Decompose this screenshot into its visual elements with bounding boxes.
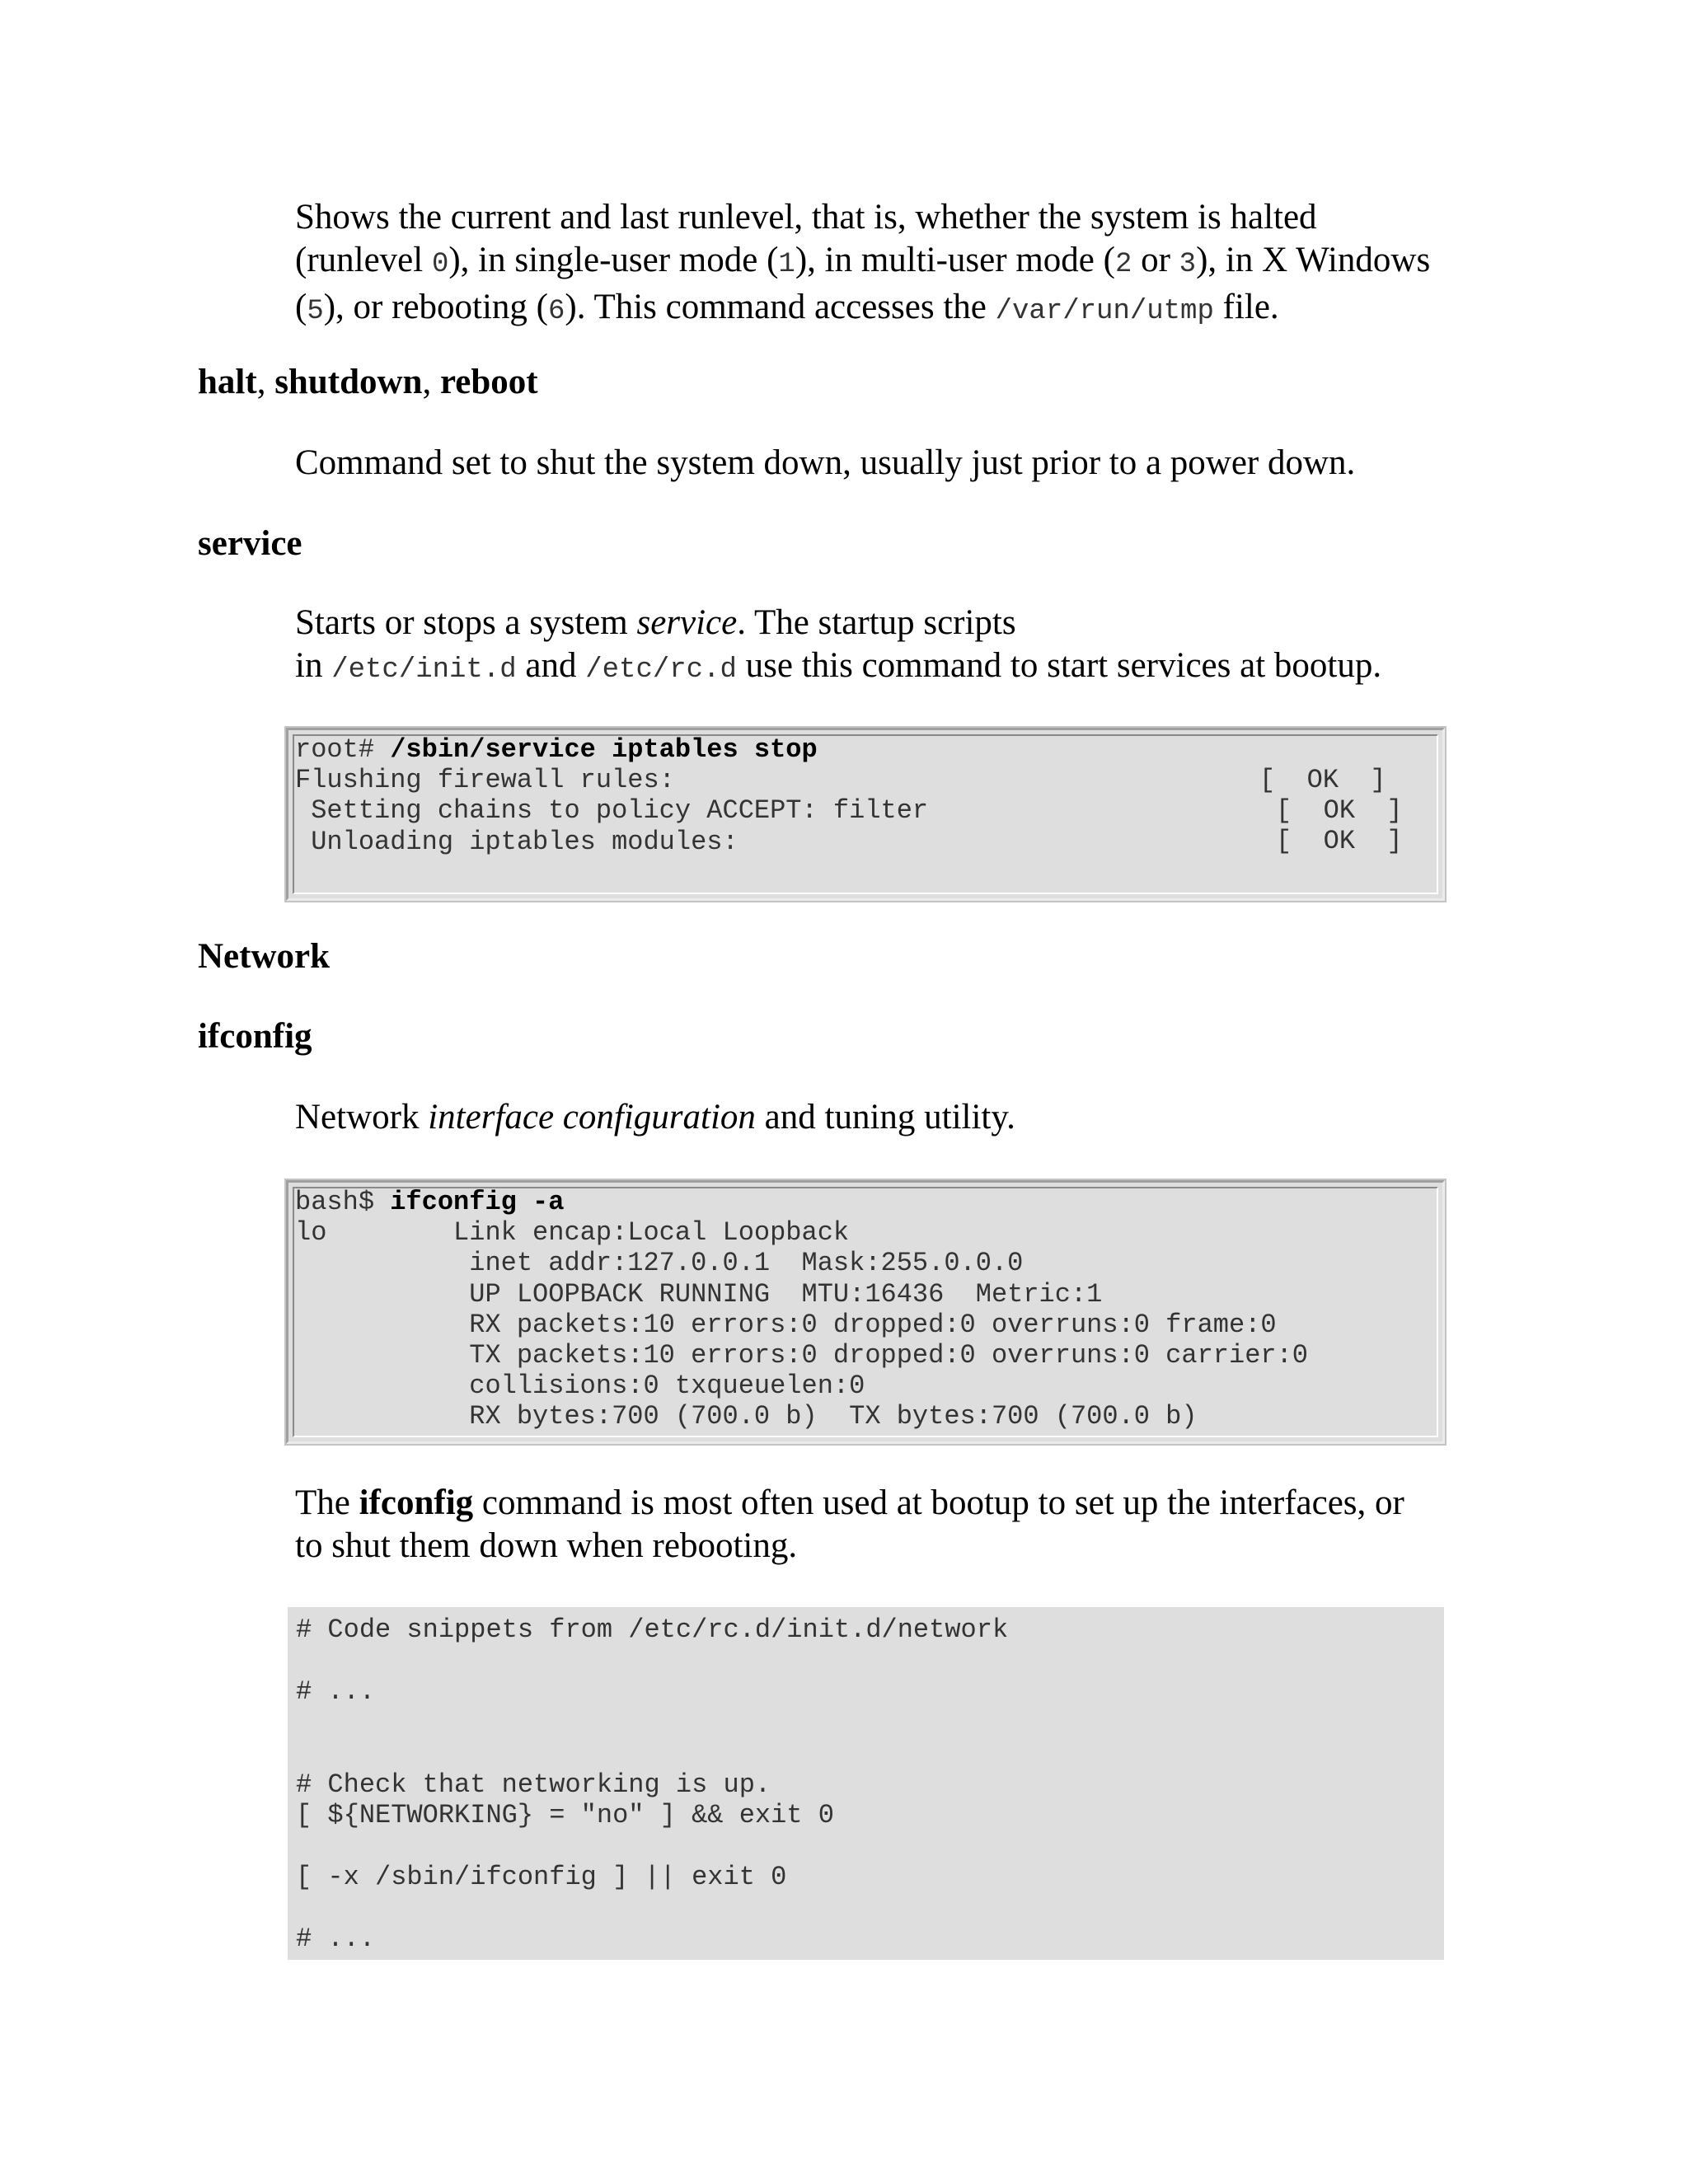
- ifconfig-code-text: bash$ ifconfig -a lo Link encap:Local Loopback inet addr:127.0.0.1 Mask:255.0.0.0 UP LOOPBACK RUNNING MTU:16436 Metric:1 RX packets:10 errors:0 dropped:0 overruns:0 frame:0 TX packets:10 errors:0 dropped:0 overruns:0 carrier:0 collisions:0 txqueuelen:0 RX bytes:700 (700.0 b) TX bytes:700 (700.0 b): [295, 1187, 1308, 1432]
- service-description: Starts or stops a system service. The startup scripts in /etc/init.d and /etc/rc.d use this command to start services at bootup.: [295, 603, 1382, 686]
- halt-description: Command set to shut the system down, usually just prior to a power down.: [295, 443, 1356, 482]
- runlevel-line-1: Shows the current and last runlevel, that is, whether the system is halted: [295, 198, 1317, 237]
- code-inline: 6: [548, 296, 565, 327]
- status-ok: [ OK ]: [1276, 826, 1403, 856]
- file-path: /var/run/utmp: [995, 296, 1214, 327]
- service-heading: service: [198, 524, 302, 563]
- status-ok: [ OK ]: [1276, 795, 1403, 826]
- network-heading: Network: [198, 937, 331, 976]
- network-script-code-block: [288, 1607, 1444, 1960]
- ifconfig-usage-description: The ifconfig command is most often used at bootup to set up the interfaces, or to shut them down when rebooting.: [295, 1483, 1404, 1565]
- halt-shutdown-reboot-heading: halt, shutdown, reboot: [198, 363, 538, 401]
- file-path: /etc/init.d: [331, 654, 517, 686]
- status-ok: [ OK ]: [1259, 765, 1386, 795]
- file-path: /etc/rc.d: [585, 654, 737, 686]
- service-code-text: root# /sbin/service iptables stop Flushing firewall rules: Setting chains to policy ACCEPT: filter Unloading iptables modules:: [295, 734, 929, 857]
- code-inline: 2: [1114, 249, 1132, 280]
- runlevel-description: [295, 196, 1490, 333]
- ifconfig-description: Network interface configuration and tuning utility.: [295, 1098, 1015, 1137]
- service-code-block: [286, 728, 1445, 901]
- code-inline: 0: [431, 249, 449, 280]
- code-inline: 5: [307, 296, 324, 327]
- ifconfig-heading: ifconfig: [198, 1017, 312, 1056]
- ifconfig-code-block: [286, 1180, 1445, 1444]
- network-script-code-text: # Code snippets from /etc/rc.d/init.d/network # ... # Check that networking is up. [ ${NETWORKING} = "no" ] && exit 0 [ -x /sbin/ifconfig ] || exit 0 # ...: [296, 1615, 1009, 1954]
- runlevel-line-2: (runlevel 0), in single-user mode (1), in multi-user mode (2 or 3), in X Windows: [295, 241, 1431, 280]
- code-inline: 3: [1179, 249, 1197, 280]
- code-inline: 1: [778, 249, 795, 280]
- runlevel-line-3: (5), or rebooting (6). This command accesses the /var/run/utmp file.: [295, 288, 1279, 327]
